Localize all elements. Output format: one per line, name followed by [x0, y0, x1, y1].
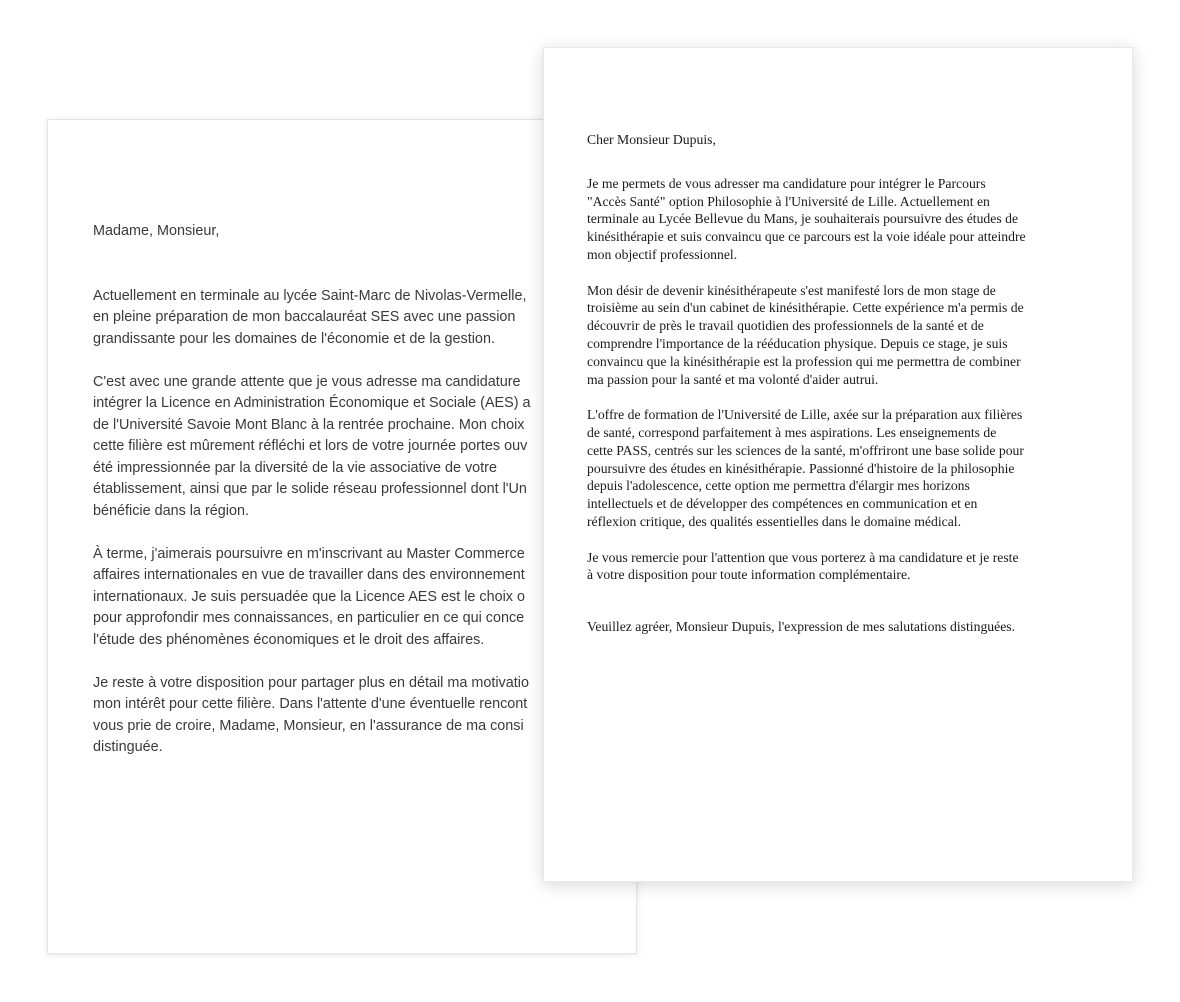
- text-line: à votre disposition pour toute information complémentaire.: [587, 567, 911, 583]
- text-line: cette filière est mûrement réfléchi et lors de votre journée portes ouv: [93, 438, 528, 454]
- text-line: depuis l'adolescence, cette option me permettra d'élargir mes horizons: [587, 478, 970, 494]
- text-line: en pleine préparation de mon baccalauréat SES avec une passion: [93, 309, 516, 325]
- letter-paragraph: [587, 175, 1092, 264]
- text-line: distinguée.: [93, 739, 163, 755]
- text-line: réflexion critique, des qualités essentielles dans le domaine médical.: [587, 513, 962, 529]
- text-line: mon intérêt pour cette filière. Dans l'attente d'une éventuelle rencont: [93, 696, 528, 712]
- text-line: Je reste à votre disposition pour partager plus en détail ma motivatio: [93, 674, 529, 691]
- text-line: "Accès Santé" option Philosophie à l'Université de Lille. Actuellement en: [587, 193, 990, 209]
- text-line: été impressionnée par la diversité de la vie associative de votre: [93, 459, 497, 476]
- text-line: ma passion pour la santé et ma volonté d'aider autrui.: [587, 371, 879, 387]
- text-line: de l'Université Savoie Mont Blanc à la rentrée prochaine. Mon choix: [93, 416, 525, 433]
- text-line: de santé, correspond parfaitement à mes aspirations. Les enseignements de: [587, 424, 997, 440]
- text-line: Mon désir de devenir kinésithérapeute s'est manifesté lors de mon stage de: [587, 282, 996, 298]
- text-line: bénéficie dans la région.: [93, 502, 250, 519]
- text-line: intellectuels et de développer des compétences en communication et en: [587, 496, 978, 512]
- letter-paragraph: [93, 544, 613, 652]
- letter-paragraph: [587, 406, 1092, 531]
- letter-page-front: [543, 47, 1133, 882]
- text-line: mon objectif professionnel.: [587, 246, 738, 262]
- text-line: troisième au sein d'un cabinet de kinésithérapie. Cette expérience m'a permis de: [587, 300, 1024, 316]
- text-line: découvrir de près le travail quotidien des professionnels de la santé et de: [587, 318, 984, 334]
- letter-greeting: Madame, Monsieur,: [93, 223, 220, 239]
- letter-paragraph: [587, 549, 1092, 585]
- text-line: intégrer la Licence en Administration Économique et Sociale (AES) a: [93, 395, 531, 411]
- text-line: internationaux. Je suis persuadée que la Licence AES est le choix o: [93, 588, 525, 605]
- text-line: poursuivre des études en kinésithérapie. Passionné d'histoire de la philosophie: [587, 460, 1015, 476]
- text-line: Je me permets de vous adresser ma candidature pour intégrer le Parcours: [587, 175, 986, 191]
- letter-paragraph: [93, 673, 613, 759]
- text-line: grandissante pour les domaines de l'économie et de la gestion.: [93, 330, 495, 347]
- text-line: C'est avec une grande attente que je vous adresse ma candidature: [93, 373, 521, 390]
- text-line: Actuellement en terminale au lycée Saint-Marc de Nivolas-Vermelle,: [93, 287, 527, 304]
- letter-paragraph: [93, 372, 613, 523]
- text-line: kinésithérapie et suis convaincu que ce parcours est la voie idéale pour atteindre: [587, 229, 1026, 245]
- letter-paragraph: [587, 282, 1092, 389]
- letter-paragraph: [93, 286, 613, 351]
- text-line: vous prie de croire, Madame, Monsieur, en l'assurance de ma consi: [93, 717, 524, 734]
- text-line: terminale au Lycée Bellevue du Mans, je souhaiterais poursuivre des études de: [587, 211, 1019, 227]
- text-line: l'étude des phénomènes économiques et le droit des affaires.: [93, 631, 485, 648]
- text-line: convaincu que la kinésithérapie est la profession qui me permettra de combiner: [587, 353, 1021, 369]
- text-line: L'offre de formation de l'Université de Lille, axée sur la préparation aux filières: [587, 407, 1023, 423]
- text-line: pour approfondir mes connaissances, en particulier en ce qui conce: [93, 610, 525, 626]
- text-line: comprendre l'importance de la rééducation physique. Depuis ce stage, je suis: [587, 335, 1008, 351]
- text-line: cette PASS, centrés sur les sciences de la santé, m'offriront une base solide pour: [587, 442, 1024, 458]
- text-line: À terme, j'aimerais poursuivre en m'inscrivant au Master Commerce: [93, 545, 525, 562]
- letter-greeting: Cher Monsieur Dupuis,: [587, 132, 716, 147]
- text-line: affaires internationales en vue de travailler dans des environnement: [93, 567, 525, 583]
- letter-closing: Veuillez agréer, Monsieur Dupuis, l'expression de mes salutations distinguées.: [587, 619, 1016, 635]
- letter-body-back: [93, 221, 613, 759]
- text-line: Je vous remercie pour l'attention que vous porterez à ma candidature et je reste: [587, 549, 1019, 565]
- text-line: établissement, ainsi que par le solide réseau professionnel dont l'Un: [93, 481, 527, 497]
